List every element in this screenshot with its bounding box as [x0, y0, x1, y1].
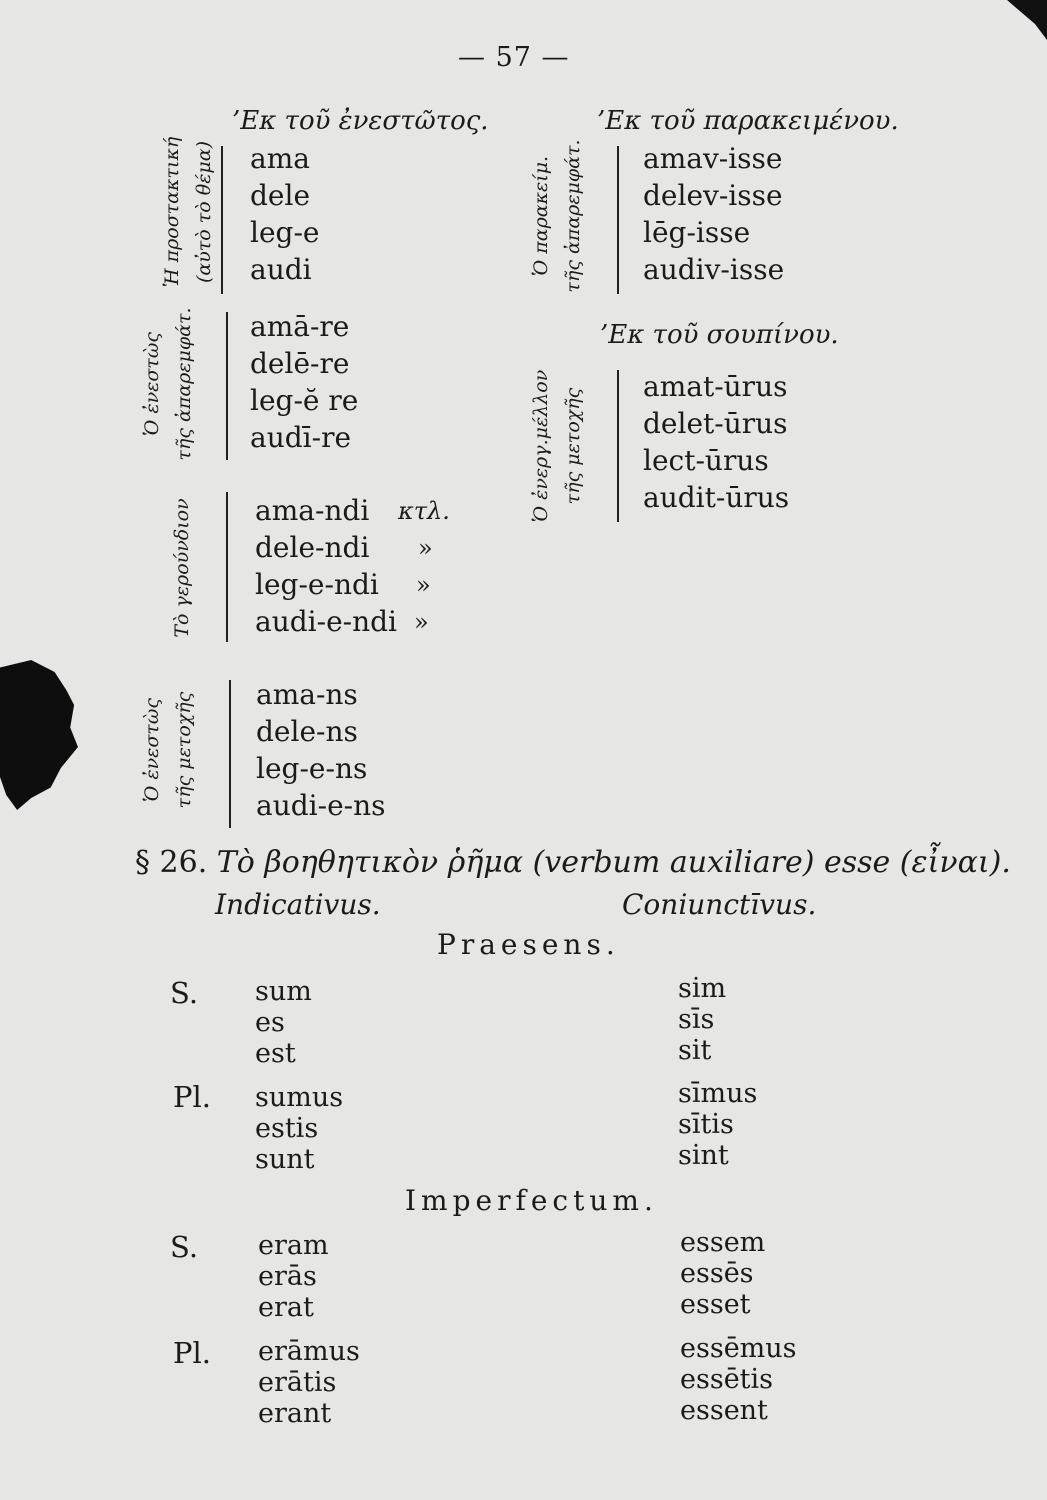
form: eram	[258, 1230, 329, 1261]
person-label: S.	[170, 1230, 199, 1264]
form: ama	[250, 142, 310, 175]
form: delē-re	[250, 347, 350, 380]
form: sit	[678, 1035, 712, 1066]
label-gerund: Τὸ γερούνδιον	[171, 498, 193, 638]
form: lect-ūrus	[643, 444, 769, 477]
form: esset	[680, 1289, 751, 1320]
form: sīmus	[678, 1078, 758, 1109]
form: erātis	[258, 1367, 337, 1398]
section-number: § 26.	[135, 845, 208, 880]
bracket-rule	[617, 146, 619, 294]
label-imperative-note: (αὐτὸ τὸ θέμα)	[193, 141, 215, 283]
ditto-mark: »	[414, 608, 429, 636]
form: dele-ndi	[255, 531, 370, 564]
form: lēg-isse	[643, 216, 751, 249]
section-title-line	[135, 845, 1011, 880]
tense-present: Praesens.	[437, 928, 620, 961]
ditto-mark: »	[418, 534, 433, 562]
ditto-mark: »	[416, 571, 431, 599]
form: sim	[678, 973, 727, 1004]
label-future-participle-note: τῆς μετοχῆς	[562, 387, 584, 505]
suffix-ktl: κτλ.	[398, 497, 450, 525]
form: delev-isse	[643, 179, 783, 212]
form: essem	[680, 1227, 766, 1258]
form: essēs	[680, 1258, 754, 1289]
form: audi-e-ns	[256, 789, 386, 822]
form: sint	[678, 1140, 729, 1171]
form: sītis	[678, 1109, 734, 1140]
label-present-infinitive: Ὁ ἐνεστὼς	[141, 332, 163, 436]
bracket-rule	[221, 146, 223, 294]
label-present-infinitive-note: τῆς ἀπαρεμφάτ.	[173, 307, 195, 461]
label-present-participle: Ὁ ἐνεστὼς	[141, 698, 163, 802]
mood-indicative: Indicativus.	[215, 888, 381, 921]
form: amat-ūrus	[643, 370, 788, 403]
label-future-participle: Ὁ ἐνεργ.μέλλον	[530, 369, 552, 523]
label-perfect-infinitive: Ὁ παρακείμ.	[530, 155, 552, 277]
form: leg-e-ndi	[255, 568, 379, 601]
bracket-rule	[226, 312, 228, 460]
form: sum	[255, 976, 312, 1007]
mood-subjunctive: Coniunctīvus.	[622, 888, 817, 921]
heading-supine-stem: ’Εκ τοῦ σουπίνου.	[600, 320, 839, 350]
heading-present-stem: ’Εκ τοῦ ἐνεστῶτος.	[232, 106, 489, 136]
form: amā-re	[250, 310, 350, 343]
form: dele-ns	[256, 715, 358, 748]
tense-imperfect: Imperfectum.	[405, 1184, 658, 1217]
form: leg-e	[250, 216, 320, 249]
form: estis	[255, 1113, 319, 1144]
form: es	[255, 1007, 285, 1038]
person-label: Pl.	[173, 1336, 212, 1370]
section-title: Τὸ βοηθητικὸν ῥῆμα (verbum auxiliare) esse (εἶναι).	[216, 845, 1011, 880]
form: audit-ūrus	[643, 481, 790, 514]
label-imperative: Ἡ προστακτική	[161, 136, 183, 288]
bracket-rule	[226, 492, 228, 642]
form: ama-ns	[256, 678, 358, 711]
label-present-participle-note: τῆς μετοχῆς	[173, 691, 195, 809]
form: audī-re	[250, 421, 352, 454]
form: audi-e-ndi	[255, 605, 398, 638]
form: audi	[250, 253, 312, 286]
form: essēmus	[680, 1333, 797, 1364]
ink-blot	[0, 660, 78, 810]
person-label: S.	[170, 976, 199, 1010]
form: erat	[258, 1292, 314, 1323]
bracket-rule	[229, 680, 231, 828]
form: essētis	[680, 1364, 774, 1395]
form: delet-ūrus	[643, 407, 788, 440]
form: est	[255, 1038, 296, 1069]
bracket-rule	[617, 370, 619, 522]
form: dele	[250, 179, 311, 212]
form: leg-ĕ re	[250, 384, 359, 417]
label-perfect-infinitive-note: τῆς ἀπαρεμφάτ.	[562, 139, 584, 293]
form: sunt	[255, 1144, 315, 1175]
form: sumus	[255, 1082, 344, 1113]
form: leg-e-ns	[256, 752, 368, 785]
form: amav-isse	[643, 142, 783, 175]
form: ama-ndi	[255, 494, 370, 527]
form: erant	[258, 1398, 332, 1429]
form: audiv-isse	[643, 253, 785, 286]
form: sīs	[678, 1004, 715, 1035]
form: erās	[258, 1261, 317, 1292]
form: essent	[680, 1395, 768, 1426]
page-corner-shadow	[1007, 0, 1047, 40]
form: erāmus	[258, 1336, 360, 1367]
heading-perfect-stem: ’Εκ τοῦ παρακειμένου.	[597, 106, 899, 136]
page-number: — 57 —	[458, 42, 570, 73]
person-label: Pl.	[173, 1080, 212, 1114]
